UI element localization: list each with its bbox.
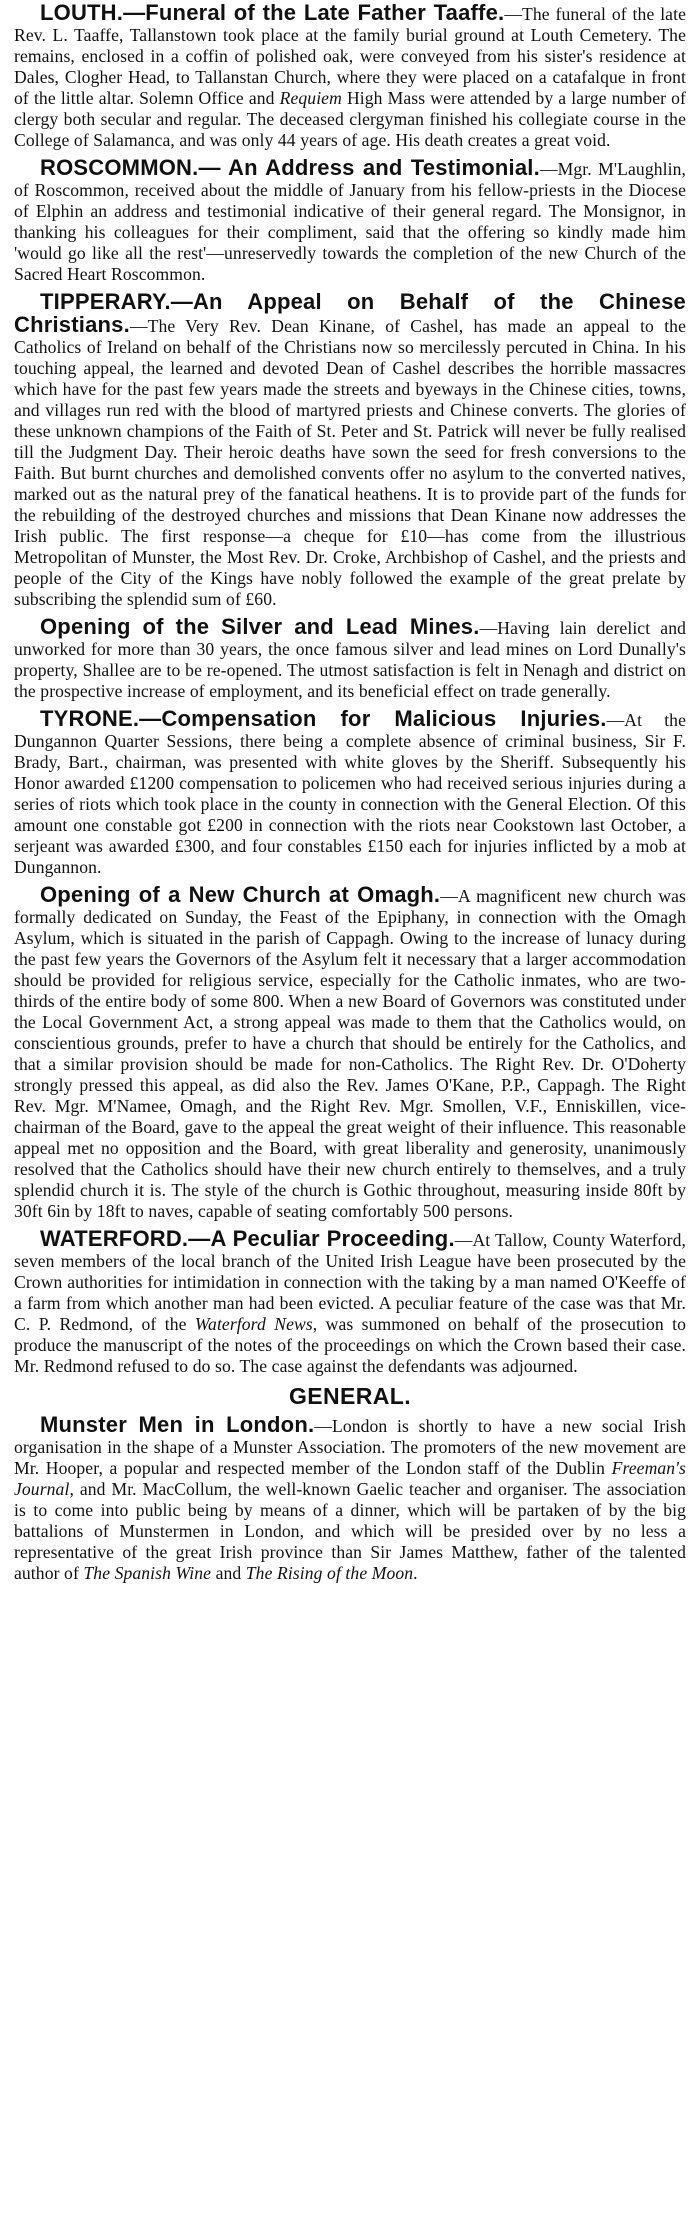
article-text	[14, 1414, 686, 1584]
heading-dash: —	[314, 1416, 332, 1436]
article-text	[14, 2, 686, 151]
italic-term: Requiem	[279, 88, 342, 108]
heading-dash: —	[539, 159, 558, 179]
article-text	[14, 616, 686, 702]
article-text	[14, 708, 686, 878]
article-text	[14, 884, 686, 1222]
section-title-general: GENERAL.	[288, 1383, 412, 1409]
article-body-cont: .	[413, 1563, 418, 1583]
article-heading: TIPPERARY.—An Appeal on Behalf of the Chinese Christians.	[14, 289, 686, 337]
article-waterford	[14, 1228, 686, 1377]
article-heading: LOUTH.—Funeral of the Late Father Taaffe.	[40, 0, 505, 25]
article-louth	[14, 2, 686, 151]
article-body-cont: and	[211, 1563, 246, 1583]
heading-dash: —	[454, 1230, 473, 1250]
article-heading: Munster Men in London.	[40, 1412, 315, 1437]
article-tyrone	[14, 708, 686, 878]
article-heading: Opening of the Silver and Lead Mines.	[40, 614, 480, 639]
article-body: The Very Rev. Dean Kinane, of Cashel, has made an appeal to the Catholics of Ireland on behalf of the Christians now so mercilessly percuted in China. In his touching appeal, the learned and devoted Dean of Cashel describes the horrible massacres which have for the past few years made the streets and byeways in the Chinese cities, towns, and villages run red with the blood of martyred priests and Chinese converts. The glories of these unknown champions of the Faith of St. Peter and St. Patrick will never be fully realised till the Judgment Day. Their heroic deaths have sown the seed for fresh conversions to the Faith. But burnt churches and demolished convents offer no asylum to the converted natives, marked out as the natural prey of the fanatical heathens. It is to provide part of the funds for the rebuilding of the destroyed churches and missions that Dean Kinane now addresses the Irish public. The first response—a cheque for £10—has come from the illustrious Metropolitan of Munster, the Most Rev. Dr. Croke, Archbishop of Cashel, and the priests and people of the City of the Kings have nobly followed the example of the great prelate by subscribing the splendid sum of £60.	[14, 316, 686, 609]
italic-term: The Spanish Wine	[83, 1563, 212, 1583]
article-text	[14, 1228, 686, 1377]
heading-dash: —	[479, 618, 498, 638]
article-heading: ROSCOMMON.— An Address and Testimonial.	[40, 155, 540, 180]
heading-dash: —	[606, 710, 625, 730]
article-heading: WATERFORD.—A Peculiar Proceeding.	[40, 1226, 455, 1251]
article-heading: Opening of a New Church at Omagh.	[40, 882, 441, 907]
heading-dash: —	[129, 316, 148, 336]
article-mines	[14, 616, 686, 702]
italic-term: Freeman's Journal	[14, 1458, 686, 1499]
heading-dash: —	[440, 886, 458, 906]
article-body: At Tallow, County Waterford, seven members of the local branch of the United Irish League have been prosecuted by the Crown authorities for intimidation in connection with the taking by a man named O'Keeffe of a farm from which another man had been evicted. A peculiar feature of the case was that Mr. C. P. Redmond, of the	[14, 1230, 686, 1334]
article-roscommon	[14, 157, 686, 285]
article-body: The funeral of the late Rev. L. Taaffe, Tallanstown took place at the family burial ground at Louth Cemetery. The remains, enclosed in a coffin of polished oak, were conveyed from his sister's residence at Dales, Clogher Head, to Tallanstan Church, where they were placed on a catafalque in front of the little altar. Solemn Office and	[14, 4, 686, 108]
article-body-cont: , was summoned on behalf of the prosecution to produce the manuscript of the notes of the proceedings on which the Crown based their case. Mr. Redmond refused to do so. The case against the defendants was adjourned.	[14, 1314, 686, 1376]
article-text	[14, 291, 686, 610]
article-body: At the Dungannon Quarter Sessions, there being a complete absence of criminal business, Sir F. Brady, Bart., chairman, was presented with white gloves by the Sheriff. Subsequently his Honor awarded £1200 compensation to policemen who had received serious injuries during a series of riots which took place in the county in connection with the General Election. Of this amount one constable got £200 in connection with the riots near Cookstown last October, a serjeant was awarded £300, and four constables £150 each for injuries inflicted by a mob at Dungannon.	[14, 710, 686, 877]
article-body: Mgr. M'Laughlin, of Roscommon, received about the middle of January from his fellow-priests in the Diocese of Elphin an address and testimonial indicative of their general regard. The Monsignor, in thanking his colleagues for their compliment, said that the offering so kindly made him 'would go like all the rest'—unreservedly towards the completion of the new Church of the Sacred Heart Roscommon.	[14, 159, 686, 284]
article-body: Having lain derelict and unworked for more than 30 years, the once famous silver and lead mines on Lord Dunally's property, Shallee are to be re-opened. The utmost satisfaction is felt in Nenagh and district on the prospective increase of employment, and its beneficial effect on trade generally.	[14, 618, 687, 701]
heading-dash: —	[504, 4, 523, 24]
article-body-cont: High Mass were attended by a large number of clergy both secular and regular. The deceased clergyman finished his collegiate course in the College of Salamanca, and was only 44 years of age. His death creates a great void.	[14, 88, 687, 150]
article-body: London is shortly to have a new social Irish organisation in the shape of a Munster Association. The promoters of the new movement are Mr. Hooper, a popular and respected member of the London staff of the Dublin	[14, 1416, 686, 1478]
article-text	[14, 157, 686, 285]
italic-term: The Rising of the Moon	[245, 1563, 414, 1583]
article-omagh	[14, 884, 686, 1222]
article-tipperary	[14, 291, 686, 610]
article-munster	[14, 1414, 686, 1584]
article-body-cont: , and Mr. MacCollum, the well-known Gaelic teacher and organiser. The association is to come into public being by means of a dinner, which will be partaken of by the big battalions of Munstermen in London, and which will be presided over by no less a representative of the great Irish province than Sir James Matthew, father of the talented author of	[14, 1479, 686, 1583]
italic-term: Waterford News	[194, 1314, 313, 1334]
article-heading: TYRONE.—Compensation for Malicious Injuries.	[40, 706, 607, 731]
article-body: A magnificent new church was formally dedicated on Sunday, the Feast of the Epiphany, in connection with the Omagh Asylum, which is situated in the parish of Cappagh. Owing to the increase of lunacy during the past few years the Governors of the Asylum felt it necessary that a larger accommodation should be provided for religious service, especially for the Catholic inmates, who are two-thirds of the entire body of some 800. When a new Board of Governors was constituted under the Local Government Act, a strong appeal was made to them that the Catholics would, on conscientious grounds, prefer to have a church that should be entirely for the Catholics, and that a similar provision should be made for non-Catholics. The Right Rev. Dr. O'Doherty strongly pressed this appeal, as did also the Rev. James O'Kane, P.P., Cappagh. The Right Rev. Mgr. M'Namee, Omagh, and the Right Rev. Mgr. Smollen, V.F., Enniskillen, vice-chairman of the Board, gave to the appeal the great weight of their influence. This reasonable appeal met no opposition and the Board, with great liberality and generosity, unanimously resolved that the Catholics should have their new church entirely to themselves, and a truly splendid church it is. The style of the church is Gothic throughout, measuring inside 80ft by 30ft 6in by 18ft to naves, capable of seating comfortably 500 persons.	[14, 886, 686, 1221]
